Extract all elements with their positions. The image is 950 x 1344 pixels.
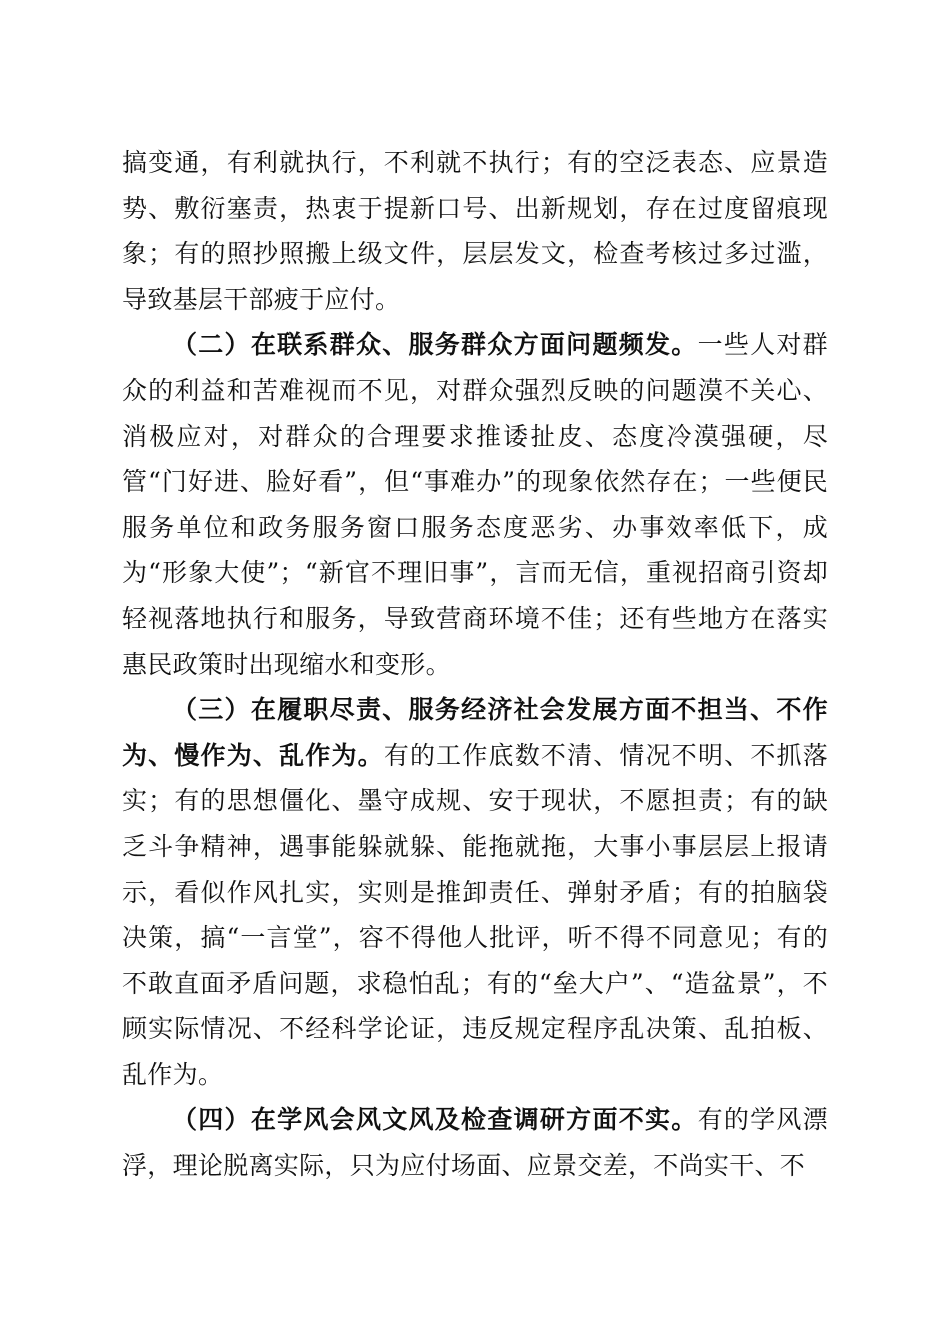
paragraph-section-2 (122, 322, 828, 687)
section-heading: （二）在联系群众、服务群众方面问题频发。 (172, 330, 698, 360)
paragraph-text: 一些人对群众的利益和苦难视而不见，对群众强烈反映的问题漠不关心、消极应对，对群众的合理要求推诿扯皮、态度冷漠强硬，尽管“门好进、脸好看”，但“事难办”的现象依然存在；一些便民服务单位和政务服务窗口服务态度恶劣、办事效率低下，成为“形象大使”；“新官不理旧事”，言而无信，重视招商引资却轻视落地执行和服务，导致营商环境不佳；还有些地方在落实惠民政策时出现缩水和变形。 (122, 330, 828, 679)
paragraph-text: 搞变通，有利就执行，不利就不执行；有的空泛表态、应景造势、敷衍塞责，热衷于提新口号、出新规划，存在过度留痕现象；有的照抄照搬上级文件，层层发文，检查考核过多过滥，导致基层干部疲于应付。 (122, 148, 828, 314)
section-heading: （四）在学风会风文风及检查调研方面不实。 (172, 1105, 698, 1135)
paragraph-continued (122, 140, 828, 322)
document-page (122, 140, 828, 1189)
paragraph-section-4 (122, 1097, 828, 1188)
paragraph-text: 有的工作底数不清、情况不明、不抓落实；有的思想僵化、墨守成规、安于现状，不愿担责；有的缺乏斗争精神，遇事能躲就躲、能拖就拖，大事小事层层上报请示，看似作风扎实，实则是推卸责任、弹射矛盾；有的拍脑袋决策，搞“一言堂”，容不得他人批评，听不得不同意见；有的不敢直面矛盾问题，求稳怕乱；有的“垒大户”、“造盆景”，不顾实际情况、不经科学论证，违反规定程序乱决策、乱拍板、乱作为。 (122, 740, 828, 1089)
paragraph-section-3 (122, 687, 828, 1097)
paragraph-text: 有的学风漂浮，理论脱离实际，只为应付场面、应景交差，不尚实干、不 (122, 1105, 828, 1181)
section-heading: （三）在履职尽责、服务经济社会发展方面不担当、不作为、慢作为、乱作为。 (122, 695, 828, 770)
